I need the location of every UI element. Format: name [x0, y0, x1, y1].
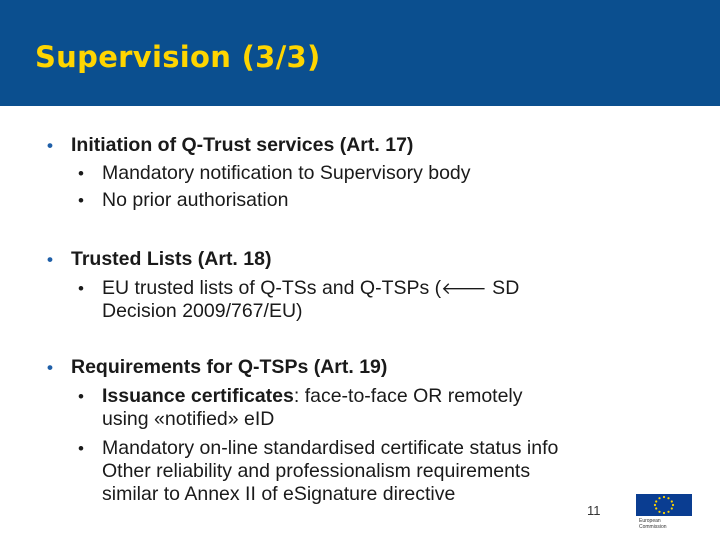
list-item-continuation: similar to Annex II of eSignature directive	[102, 483, 456, 505]
section-heading-art17: • Initiation of Q-Trust services (Art. 17)	[47, 134, 414, 156]
left-arrow-icon: 🡐	[441, 279, 487, 299]
list-item: • No prior authorisation	[78, 189, 289, 211]
slide-title: Supervision (3/3)	[35, 40, 321, 74]
list-item-continuation: Decision 2009/767/EU)	[102, 300, 303, 322]
bullet-icon: •	[47, 250, 53, 269]
page-number: 11	[587, 503, 601, 518]
list-item: • Mandatory on-line standardised certificate status info	[78, 437, 559, 459]
eu-stars-icon	[636, 494, 692, 516]
list-item: • EU trusted lists of Q-TSs and Q-TSPs (🡐 SD	[78, 277, 520, 299]
bullet-icon: •	[78, 387, 84, 406]
list-item: • Issuance certificates: face-to-face OR remotely	[78, 385, 523, 407]
bullet-icon: •	[78, 164, 84, 183]
bullet-icon: •	[47, 358, 53, 377]
bullet-icon: •	[78, 191, 84, 210]
bullet-icon: •	[47, 136, 53, 155]
bullet-icon: •	[78, 439, 84, 458]
logo-caption: European Commission	[639, 518, 667, 530]
section-heading-art18: • Trusted Lists (Art. 18)	[47, 248, 272, 270]
eu-flag-logo	[636, 494, 692, 532]
bullet-icon: •	[78, 279, 84, 298]
list-item: • Mandatory notification to Supervisory body	[78, 162, 471, 184]
logo-caption-area	[636, 516, 692, 532]
list-item-continuation: using «notified» eID	[102, 408, 275, 430]
section-heading-art19: • Requirements for Q-TSPs (Art. 19)	[47, 356, 388, 378]
list-item-continuation: Other reliability and professionalism requirements	[102, 460, 531, 482]
